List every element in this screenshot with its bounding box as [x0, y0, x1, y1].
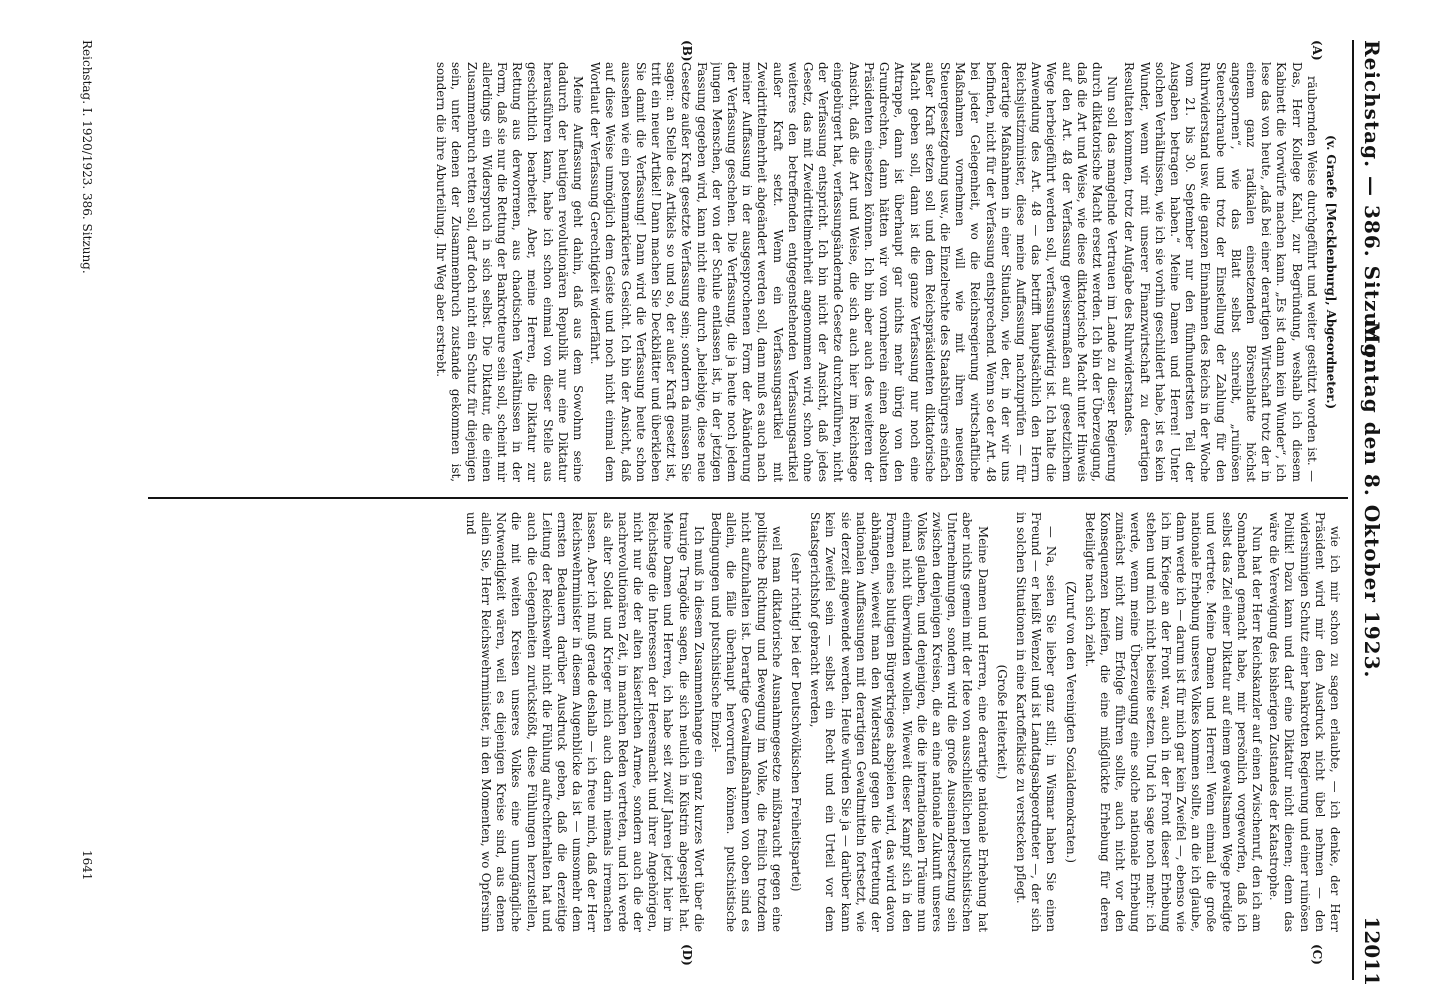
paragraph: Nun soll das mangelnde Vertrauen im Lande zu dieser Regierung durch diktatorische Macht ersetzt werden. Ich bin der Überzeugung, daß die Art und Weise, wie diese diktatorische Macht unter Hinweis auf den Art. 48 der Verfassung gewissermaßen auf gesetzlichem Wege herbeigeführt werden soll, verfassungswidrig ist. Ich halte die Anwendung des Art. 48 — das betrifft hauptsächlich den Herrn Reichsjustizminister, diese meine Auffassung nachzuprüfen — für derartige Maßnahmen in einer Situation, wie der, in der wir uns befinden, nicht für der Verfassung entsprechend. Wenn so der Art. 48 bei jeder Gelegenheit, wo die Reichsregierung wirtschaftliche Maßnahmen vornehmen will wie mit ihren neuesten Steuergesetzgebung usw., die Einzelrechte des Staatsbürgers einfach außer Kraft setzen soll und dem Reichspräsidenten diktatorische Macht geben soll, dann ist die ganze Verfassung nur noch eine Attrappe, dann ist überhaupt gar nichts mehr übrig von den Grundrechten, dann hätten wir von vornherein einen absoluten Präsidenten einsetzen können. Ich bin aber auch des weiteren der Ansicht, daß die Art und Weise, die sich auch hier im Reichstage eingebürgert hat, verfassungsändernde Gesetze durchzuführen, nicht der Verfassung entspricht. Ich bin nicht der Ansicht, daß jedes Gesetz, das mit Zweidrittelmehrheit angenommen wird, schon ohne weiteres den betreffenden entgegenstehenden Verfassungsartikel außer Kraft setzt. Wenn ein Verfassungsartikel mit Zweidrittelmehrheit abgeändert werden soll, dann muß es auch nach meiner Auffassung in der ausgesprochenen Form der Abänderung der Verfassung geschehen. Die Verfassung, die ja heute noch jedem jungen Menschen, der von der Schule entlassen ist, in der jetzigen Fassung gegeben wird, kann nicht eine durch „beliebige, diese neue Gesetze außer Kraft gesetzte Verfassung sein; sondern da müssen Sie sagen: an Stelle des Artikels so und so, der außer Kraft gesetzt ist, tritt ein neuer Artikel! Dann machen Sie Deckblätter und überkleben Sie damit die Verfassung! Dann wird die Verfassung heute schon aussehen wie ein postenmarkiertes Gesicht. Ich bin der Ansicht, daß auf diese Weise unmöglich dem Geiste und noch nicht einmal dem Wortlaut der Verfassung Gerechtigkeit widerfährt. [588, 62, 1120, 482]
paragraph: weil man diktatorische Ausnahmegesetze mißbraucht gegen eine politische Richtung und Bewegung im Volke, die freilich trotzdem nicht aufzuhalten ist. Derartige Gewaltmaßnahmen von oben sind es allein, die fälle überhaupt hervorrufen können. putschistische Bedingungen und putschistische Einzel- [709, 512, 784, 932]
paragraph: Meine Auffassung geht dahin, daß aus dem Sowohnn seine dadurch der heutigen revolutionären Republik nur eine Diktatur herausführen kann, habe ich schon einmal von dieser Stelle aus geschichtlich bearbeitet. Aber, meine Herren, die Diktatur zur Rettung aus derworrenen, aus chaotischen Verhältnissen in der Form, daß sie nur die Rettung der Bankrotteure sein soll, scheint mir allerdings ein Widerspruch in sich selbst. Die Diktatur, die einen Zusammenbruch retten soll, darf doch nicht ein Schutz für diejenigen sein, unter denen der Zusammenbruch zustande gekommen ist, sondern die ihre Aburteilung. Ihr Weg aber erstrebt. [434, 62, 586, 482]
paragraph: wie ich mir schon zu sagen erlaubte, — ich denke, der Herr Präsident wird mir den Ausdruck nicht übel nehmen — den widersinnigen Schutz einer bankrotten Regierung und einer ruinösen Politik! Dazu kann und darf eine Diktatur nicht dienen; denn das wäre die Verewigung des bisherigen Zustandes der Katastrophe. [1267, 512, 1342, 932]
left-column [92, 62, 1342, 482]
page-header [1354, 0, 1394, 1000]
paragraph: — Na, seien Sie lieber ganz still; in Wismar haben Sie einen Freund — er heißt Wenzel und ist Landtagsabgeordneter —, der sich in solchen Situationen in eine Kartoffelkiste zu verstecken pflegt. [1013, 512, 1059, 932]
interjection: (Zuruf von den Vereinigten Sozialdemokraten.) [1063, 581, 1078, 863]
right-column [92, 512, 1342, 932]
margin-mark-b: (B) [680, 40, 694, 62]
column-divider [148, 497, 1348, 499]
paragraph: räubernden Weise durchgeführt und weiter gestützt worden ist. — Das, Herr Kollege Kahl, zur Begründung, weshalb ich diesem Kabinett die Vorwürfe machen kann. „Es ist dann kein Wunder“, ich lese das von heute, „daß bei einer derartigen Wirtschaft trotz der in einem ganz radikalen einsetzenden Börsenblatte höchst angespornen“, wie das Blatt selbst schreibt, „ruinösen Steuerschraube und trotz der Einstellung der Zahlung für den Ruhrwiderstand usw. die ganzen Einnahmen des Reichs in der Woche vom 21. bis 30. September nur den fünfhundertsten Teil der Ausgaben betragen haben.“ Meine Damen und Herren! Unter solchen Verhältnissen, wie ich sie vorhin geschildert habe, ist es kein Wunder, wenn wir mit unserer Finanzwirtschaft zu derartigen Resultaten kommen, trotz der Aufgabe des Ruhrwiderstandes. [1122, 62, 1319, 482]
footer-page-code: 1641 [80, 850, 94, 881]
header-date: Montag den 8. Oktober 1923. [1360, 321, 1384, 679]
header-left: Reichstag. — 386. Sitzung. [1360, 40, 1384, 367]
margin-mark-d: (D) [680, 944, 694, 966]
page-number: 12011 [1360, 916, 1384, 986]
header-rule [1352, 40, 1354, 980]
margin-mark-a: (A) [1310, 40, 1324, 61]
paragraph: Meine Damen und Herren, eine derartige nationale Erhebung hat aber nichts gemein mit der Idee von ausschließlichen putschistischen Unternehmungen, sondern wird die große Auseinandersetzung sein zwischen denjenigen Kreisen, die an eine nationale Zukunft unseres Volkes glauben, und denjenigen, die die internationalen Träume nun einmal nicht überwinden wollen. Wieweit dieser Kampf sich in den Formen eines blutigen Bürgerkrieges abspielen wird, das wird davon abhängen, wieweit man den Widerstand gegen die Vertretung der nationalen Auffassungen mit derartigen Gewaltmitteln fortsetzt, wie sie derzeit angewendet werden. Heute würden Sie ja — darüber kann kein Zweifel sein — selbst ein Recht und ein Urteil vor dem Staatsgerichtshof gebracht werden, [808, 512, 990, 932]
interjection: (Große Heiterkeit.) [994, 664, 1009, 780]
margin-mark-c: (C) [1310, 944, 1324, 965]
interjection: (sehr richtig! bei der Deutschvölkischen Freiheitspartei) [789, 552, 804, 892]
speaker-label: (v. Graefe [Mecklenburg], Abgeordneter.) [1324, 134, 1338, 410]
paragraph: Ich muß in diesem Zusammenhange ein ganz kurzes Wort über die traurige Tragödie sagen, die sich neulich in Küstrin abgespielt hat. Meine Damen und Herren, ich habe seit zwölf Jahren jetzt hier im Reichstage die Interessen der Heeresmacht und ihrer Angehörigen, nicht nur die der alten kaiserlichen Armee, sondern auch die der nachrevolutionären Zeit, in manchen Reden vertreten, und ich werde als alter Soldat und Krieger mich auch darin niemals irremachen lassen. Aber ich muß gerade deshalb — ich freue mich, daß der Herr Reichswehrminister in diesem Augenblicke da ist — umsomehr dem ernsten Bedauern darüber Ausdruck geben, daß die derzeitige Leitung der Reichswehr nicht die Fühlung aufrechterhalten hat und auch die Gelegenheiten zurückstößt, diese Fühlungen herzustellen, die mit weiten Kreisen unseres Volkes eine unumgängliche Notwendigkeit wären, weil es diejenigen Kreise sind, aus denen allein Sie, Herr Reichswehrminister, in den Momenten, wo Opfersinn und [463, 512, 706, 932]
footer-left: Reichstag. I. 1920/1923. 386. Sitzung. [80, 40, 94, 274]
paragraph: Nun hat der Herr Reichskanzler auf einen Zwischenruf, den ich am Sonnabend gemacht habe, mir persönlich vorgeworfen, daß ich selbst das Ziel einer Diktatur auf einem gewaltsamen Wege predigte und vertrete. Meine Damen und Herren! Wenn einmal die große nationale Erhebung unseres Volkes kommen sollte, an die ich glaube, dann werde ich — darum ist für mich gar kein Zweifel —, ebenso wie ich im Kriege an der Front war, auch in der Front dieser Erhebung stehen und mich nicht beiseite setzen. Und ich sage noch mehr: ich werde, wenn meine Überzeugung eine solche nationale Erhebung zunächst nicht zum Erfolge führen sollte, auch nicht vor den Konsequenzen kneifen, die eine mißglückte Erhebung für deren Beteiligte nach sich zieht. [1082, 512, 1264, 932]
